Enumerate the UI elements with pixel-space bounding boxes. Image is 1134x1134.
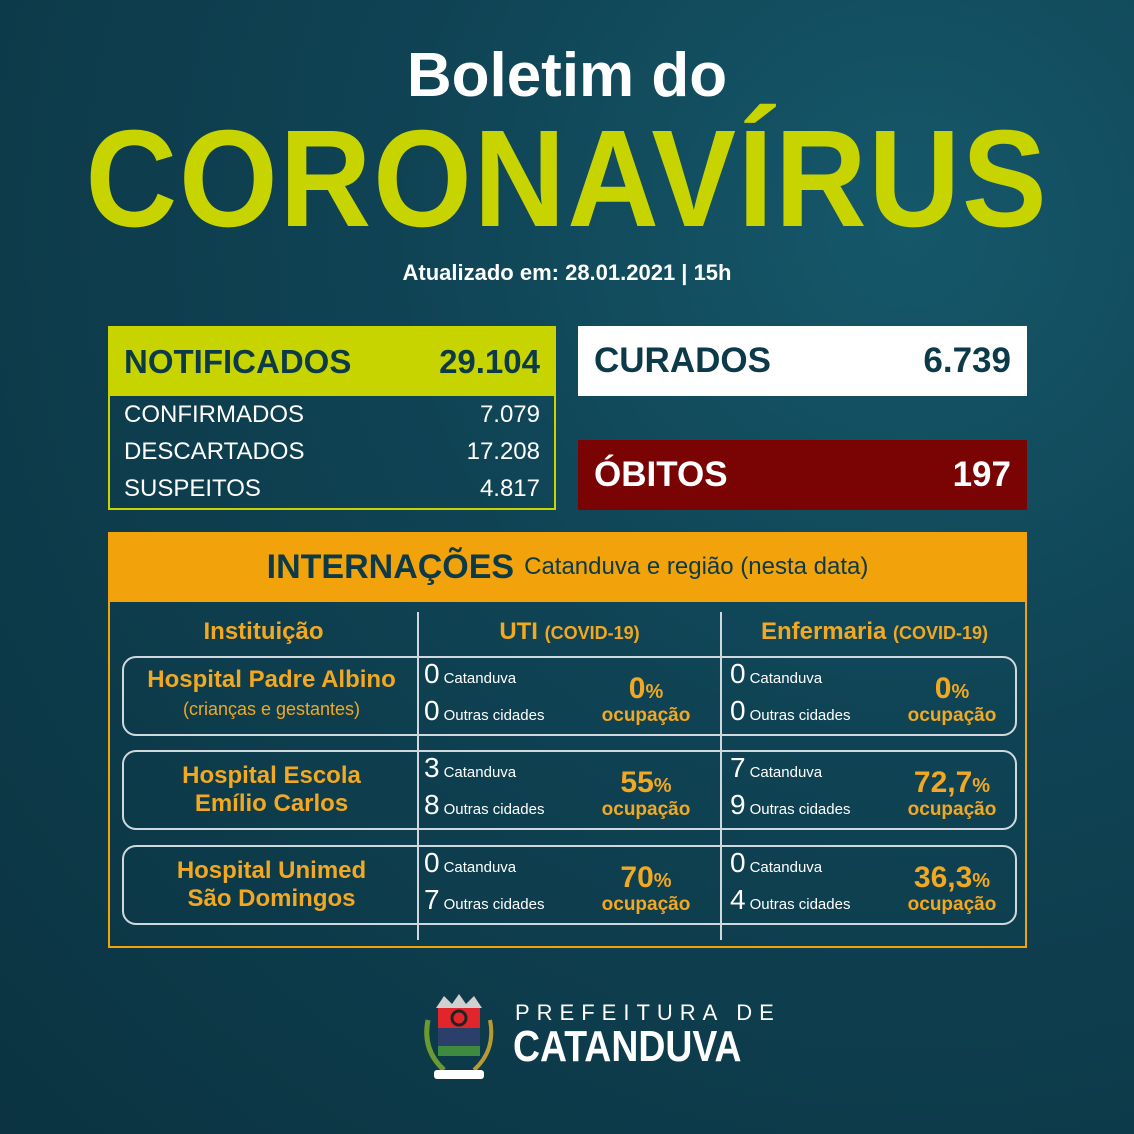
occupancy: 72,7% ocupação xyxy=(907,766,997,820)
curados-label: CURADOS xyxy=(594,341,771,380)
hospital-row xyxy=(122,656,1017,736)
obitos-label: ÓBITOS xyxy=(594,455,728,494)
count-other: 0 Outras cidades xyxy=(730,695,851,726)
stat-value: 17.208 xyxy=(466,437,540,465)
stat-label: SUSPEITOS xyxy=(124,474,261,502)
title-line2: CORONAVÍRUS xyxy=(85,102,1049,256)
column-header-uti: UTI (COVID-19) xyxy=(499,618,640,645)
count-local: 0 Catanduva xyxy=(730,847,823,878)
count-other: 9 Outras cidades xyxy=(730,789,851,820)
internacoes-table xyxy=(108,602,1027,948)
internacoes-title: INTERNAÇÕES xyxy=(266,547,515,586)
count-local: 3 Catanduva xyxy=(424,752,517,783)
count-local: 0 Catanduva xyxy=(730,658,823,689)
city-seal-logo xyxy=(414,990,504,1085)
notificados-label: NOTIFICADOS xyxy=(124,343,352,380)
obitos-panel xyxy=(578,440,1027,510)
stat-value: 7.079 xyxy=(479,400,540,428)
occupancy: 70% ocupação xyxy=(601,861,691,915)
hospital-name: Hospital Unimed São Domingos xyxy=(176,857,367,912)
footer-line2: CATANDUVA xyxy=(513,1022,742,1071)
occupancy: 55% ocupação xyxy=(601,766,691,820)
curados-value: 6.739 xyxy=(923,341,1011,380)
stat-row xyxy=(110,396,554,433)
curados-panel xyxy=(578,326,1027,396)
count-local: 0 Catanduva xyxy=(424,847,517,878)
count-other: 0 Outras cidades xyxy=(424,695,545,726)
column-header-enf: Enfermaria (COVID-19) xyxy=(760,618,989,645)
obitos-value: 197 xyxy=(952,455,1011,494)
internacoes-header xyxy=(108,532,1027,602)
stat-label: CONFIRMADOS xyxy=(124,400,304,428)
occupancy: 36,3% ocupação xyxy=(907,861,997,915)
internacoes-subtitle: Catanduva e região (nesta data) xyxy=(524,553,869,580)
notificados-value: 29.104 xyxy=(439,343,540,380)
column-header-inst: Instituição xyxy=(203,618,324,645)
hospital-name: Hospital Padre Albino (crianças e gestantes) xyxy=(147,666,396,719)
footer-line1: PREFEITURA DE xyxy=(515,1000,781,1025)
count-local: 0 Catanduva xyxy=(424,658,517,689)
notificados-panel xyxy=(108,326,556,510)
hospital-row xyxy=(122,845,1017,925)
count-other: 7 Outras cidades xyxy=(424,884,545,915)
stat-label: DESCARTADOS xyxy=(124,437,305,465)
hospital-row xyxy=(122,750,1017,830)
title-line1: Boletim do xyxy=(406,41,728,110)
occupancy: 0% ocupação xyxy=(907,672,997,726)
updated-text: Atualizado em: 28.01.2021 | 15h xyxy=(402,260,732,285)
count-other: 8 Outras cidades xyxy=(424,789,545,820)
stat-row xyxy=(110,433,554,470)
count-local: 7 Catanduva xyxy=(730,752,823,783)
stat-value: 4.817 xyxy=(479,474,540,502)
occupancy: 0% ocupação xyxy=(601,672,691,726)
stat-row xyxy=(110,470,554,507)
hospital-name: Hospital Escola Emílio Carlos xyxy=(182,762,361,817)
count-other: 4 Outras cidades xyxy=(730,884,851,915)
